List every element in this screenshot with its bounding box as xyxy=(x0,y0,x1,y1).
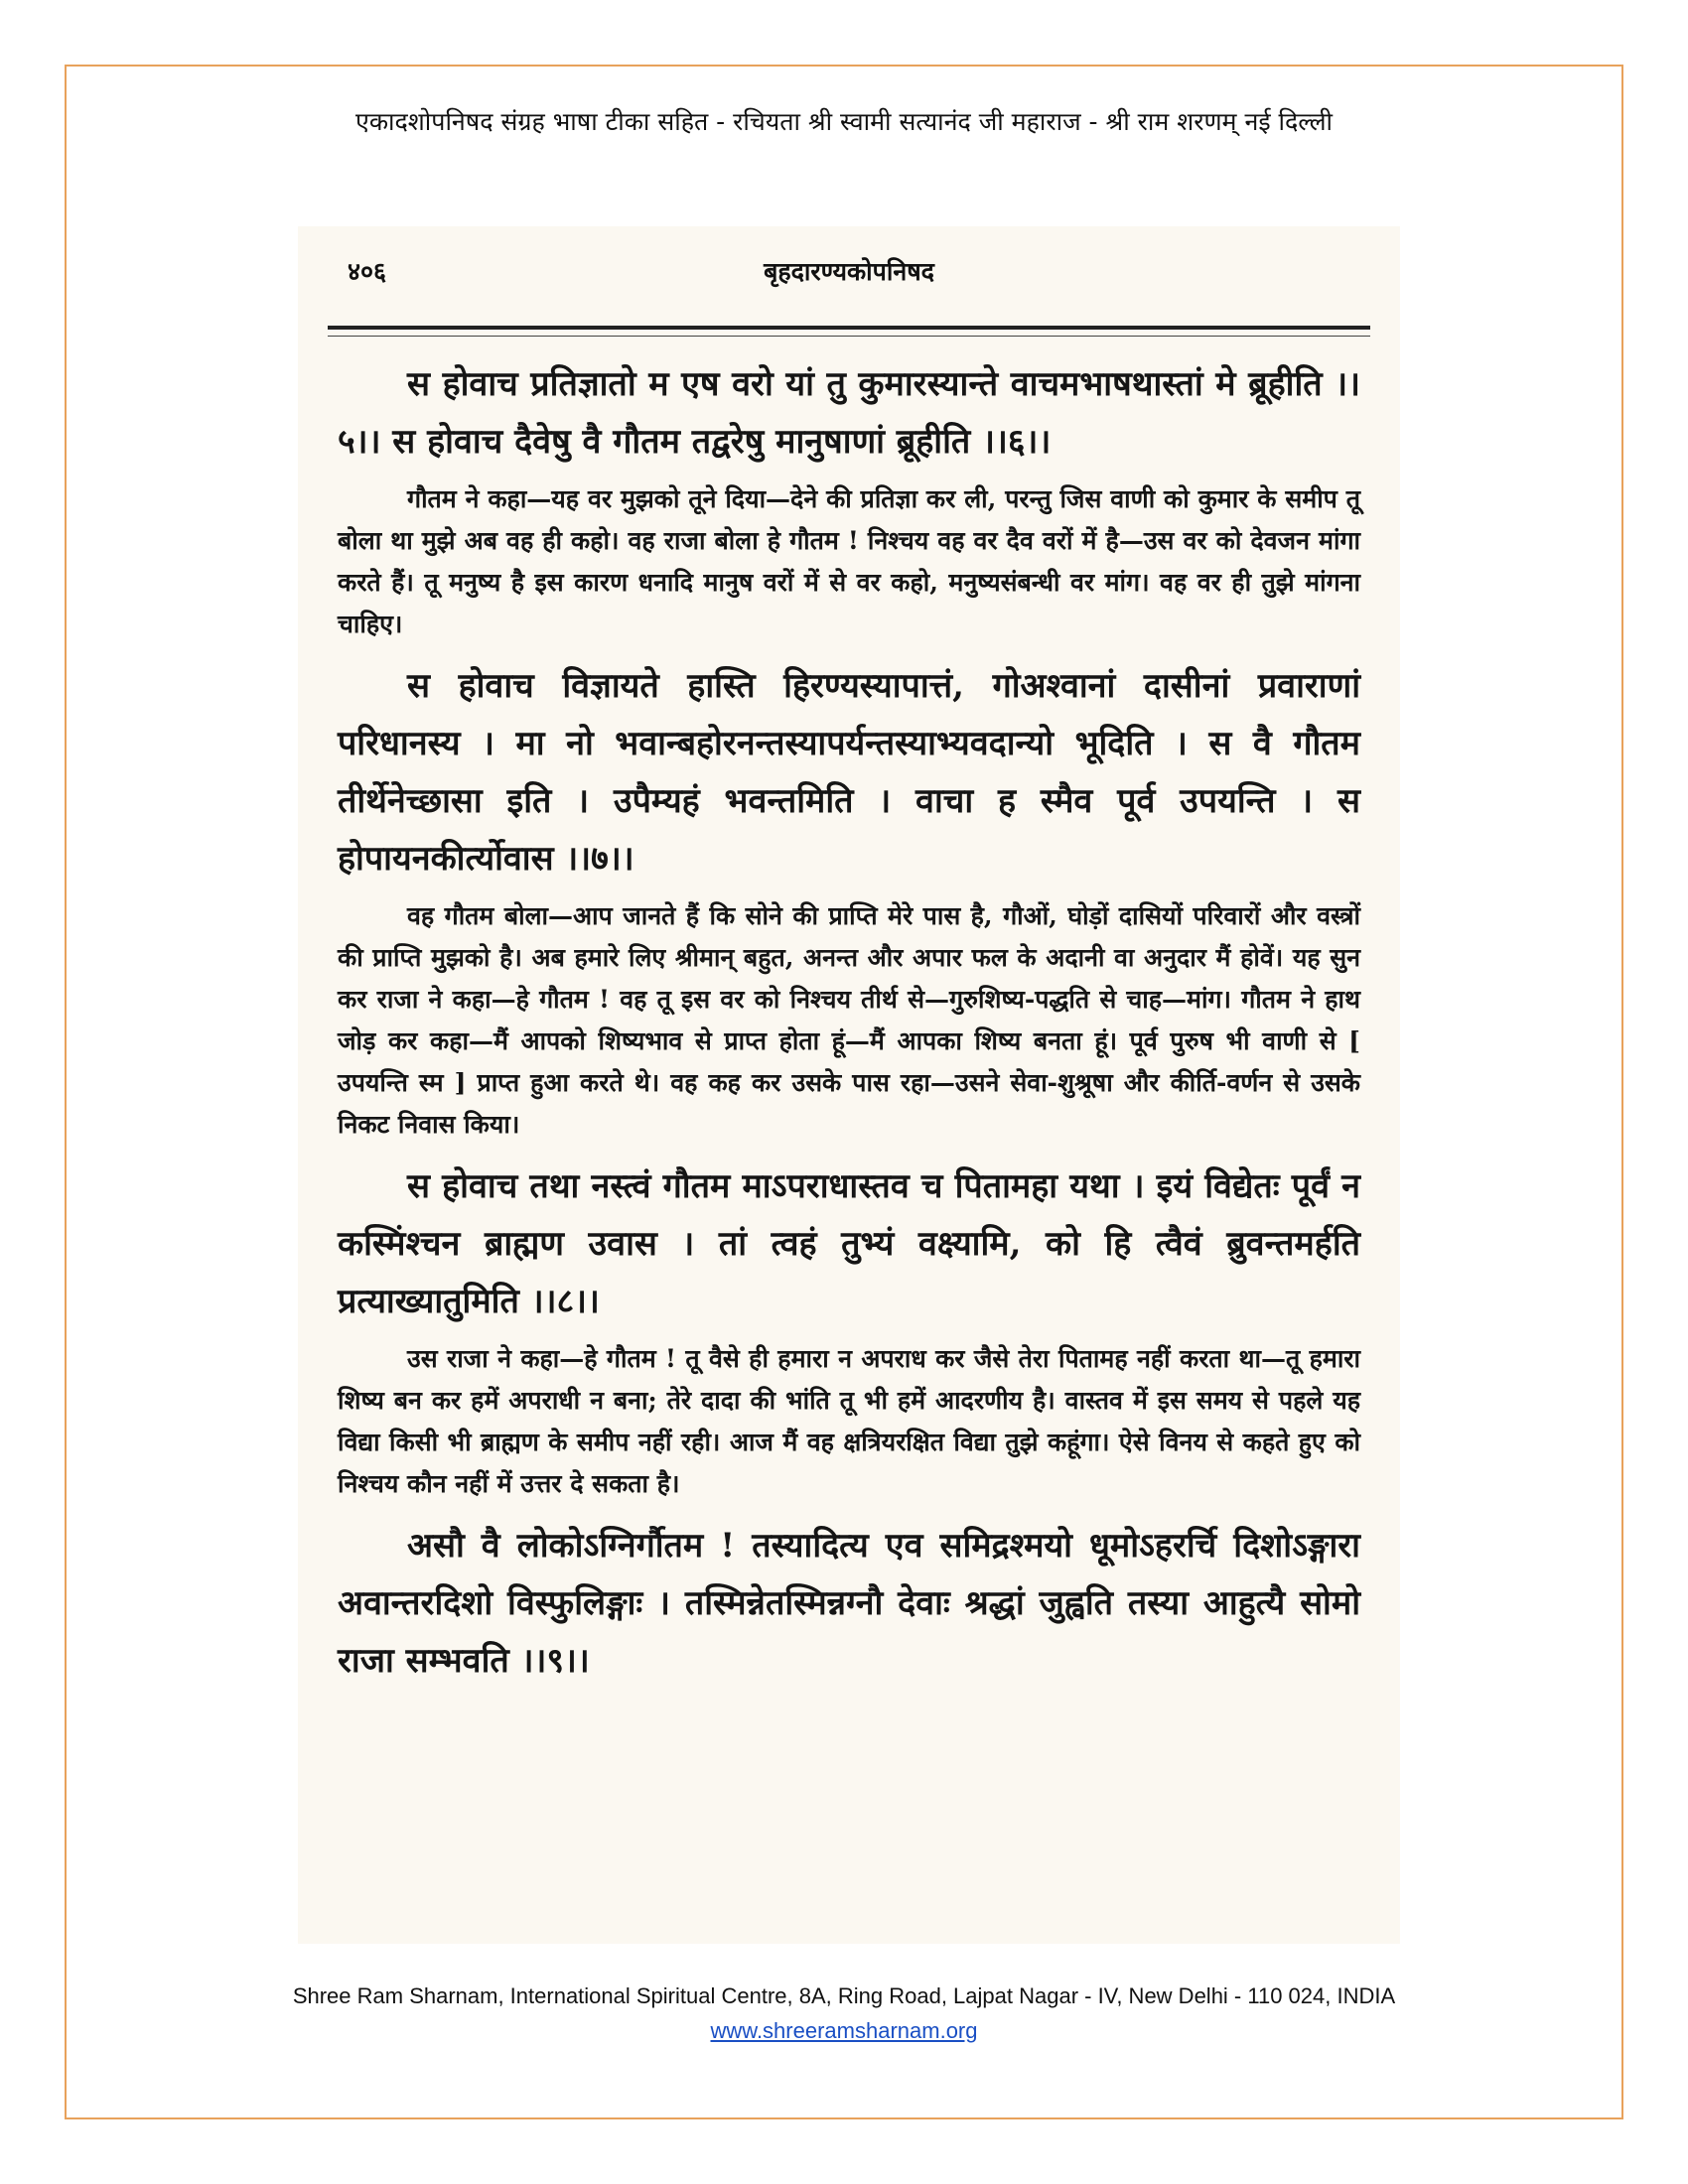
page-body xyxy=(338,355,1360,1698)
scanned-page xyxy=(298,226,1400,1944)
footer-address: Shree Ram Sharnam, International Spiritual Centre, 8A, Ring Road, Lajpat Nagar - IV, New Delhi - 110 024, INDIA xyxy=(292,1983,1396,2008)
running-title: बृहदारण्यकोपनिषद xyxy=(764,257,934,286)
hindi-commentary: उस राजा ने कहा—हे गौतम ! तू वैसे ही हमारा न अपराध कर जैसे तेरा पितामह नहीं करता था—तू हमारा शिष्य बन कर हमें अपराधी न बना; तेरे दादा की भांति तू भी हमें आदरणीय है। वास्तव में इस समय से पहले यह विद्या किसी भी ब्राह्मण के समीप नहीं रही। आज मैं वह क्षत्रियरक्षित विद्या तुझे कहूंगा। ऐसे विनय से कहते हुए को निश्चय कौन नहीं में उत्तर दे सकता है। xyxy=(338,1344,1360,1498)
header-rule xyxy=(328,326,1370,330)
document-header: एकादशोपनिषद संग्रह भाषा टीका सहित - रचियता श्री स्वामी सत्यानंद जी महाराज - श्री राम शरणम् नई दिल्ली xyxy=(355,107,1333,136)
sanskrit-verse: स होवाच प्रतिज्ञातो म एष वरो यां तु कुमारस्यान्ते वाचमभाषथास्तां मे ब्रूहीति ।।५।। स होवाच दैवेषु वै गौतम तद्वरेषु मानुषाणां ब्रूहीति ।।६।। xyxy=(338,364,1360,462)
sanskrit-verse: असौ वै लोकोऽग्निर्गौतम ! तस्यादित्य एव समिद्रश्मयो धूमोऽहरर्चि दिशोऽङ्गारा अवान्तरदिशो विस्फुलिङ्गाः । तस्मिन्नेतस्मिन्नग्नौ देवाः श्रद्धां जुह्वति तस्या आहुत्यै सोमो राजा सम्भवति ।।९।। xyxy=(338,1526,1360,1681)
sanskrit-verse: स होवाच तथा नस्त्वं गौतम माऽपराधास्तव च पितामहा यथा । इयं विद्येतः पूर्वं न कस्मिंश्चन ब्राह्मण उवास । तां त्वहं तुभ्यं वक्ष्यामि, को हि त्वैवं ब्रुवन्तमर्हति प्रत्याख्यातुमिति ।।८।। xyxy=(338,1166,1360,1321)
sanskrit-verse: स होवाच विज्ञायते हास्ति हिरण्यस्यापात्तं, गोअश्वानां दासीनां प्रवाराणां परिधानस्य । मा नो भवान्बहोरनन्तस्यापर्यन्तस्याभ्यवदान्यो भूदिति । स वै गौतम तीर्थेनेच्छासा इति । उपैम्यहं भवन्तमिति । वाचा ह स्मैव पूर्व उपयन्ति । स होपायनकीर्त्योवास ।।७।। xyxy=(338,666,1360,879)
header-rule-thin xyxy=(328,336,1370,337)
hindi-commentary: वह गौतम बोला—आप जानते हैं कि सोने की प्राप्ति मेरे पास है, गौओं, घोड़ों दासियों परिवारों और वस्त्रों की प्राप्ति मुझको है। अब हमारे लिए श्रीमान् बहुत, अनन्त और अपार फल के अदानी वा अनुदार मैं होवें। यह सुन कर राजा ने कहा—हे गौतम ! वह तू इस वर को निश्चय तीर्थ से—गुरुशिष्य-पद्धति से चाह—मांग। गौतम ने हाथ जोड़ कर कहा—मैं आपको शिष्यभाव से प्राप्त होता हूं—मैं आपका शिष्य बनता हूं। पूर्व पुरुष भी वाणी से [ उपयन्ति स्म ] प्राप्त हुआ करते थे। वह कह कर उसके पास रहा—उसने सेवा-शुश्रूषा और कीर्ति-वर्णन से उसके निकट निवास किया। xyxy=(338,901,1360,1139)
page-number: ४०६ xyxy=(348,257,387,286)
website-link[interactable]: www.shreeramsharnam.org xyxy=(710,2018,978,2043)
scan-header xyxy=(338,254,1360,294)
hindi-commentary: गौतम ने कहा—यह वर मुझको तूने दिया—देने की प्रतिज्ञा कर ली, परन्तु जिस वाणी को कुमार के समीप तू बोला था मुझे अब वह ही कहो। वह राजा बोला हे गौतम ! निश्चय वह वर दैव वरों में है—उस वर को देवजन मांगा करते हैं। तू मनुष्य है इस कारण धनादि मानुष वरों में से वर कहो, मनुष्यसंबन्धी वर मांग। वह वर ही तुझे मांगना चाहिए। xyxy=(338,484,1360,638)
